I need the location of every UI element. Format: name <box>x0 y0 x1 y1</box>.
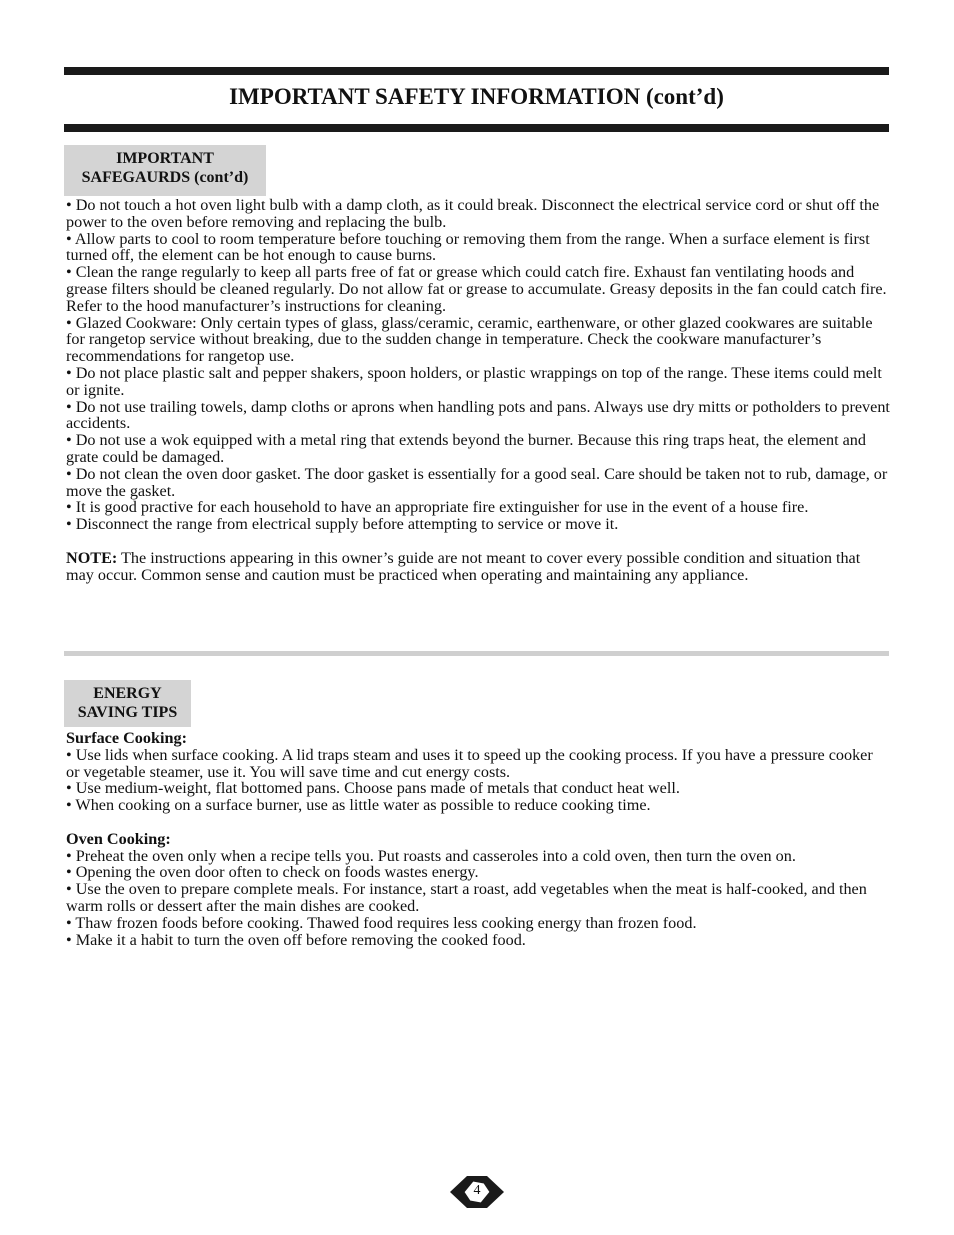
section-label-line: SAFEGAURDS (cont’d) <box>81 169 249 186</box>
spacer <box>66 814 890 831</box>
list-item: • Do not use a wok equipped with a metal ring that extends beyond the burner. Because this ring traps heat, the element and grate could be damaged. <box>66 431 866 466</box>
list-item: • Make it a habit to turn the oven off before removing the cooked food. <box>66 930 526 949</box>
list-item: • Use the oven to prepare complete meals. For instance, start a roast, add vegetables when the meat is half-cooked, and then warm rolls or dessert after the main dishes are cooked. <box>66 880 867 915</box>
list-item: • Do not touch a hot oven light bulb with a damp cloth, as it could break. Disconnect the electrical service cord or shut off the power to the oven before removing and replacing the bulb. <box>66 196 880 231</box>
list-item: • It is good practive for each household to have an appropriate fire extinguisher for use in the event of a house fire. <box>66 498 809 517</box>
list-item: • Glazed Cookware: Only certain types of glass, glass/ceramic, ceramic, earthenware, or other glazed cookwares are suitable for rangetop service without breaking, due to the sudden change in temperature. Check the cookware manufacturer’s recommendations for rangetop use. <box>66 313 873 366</box>
section-label-line: SAVING TIPS <box>77 704 178 721</box>
safeguards-list <box>66 197 890 583</box>
list-item: • Thaw frozen foods before cooking. Thawed food requires less cooking energy than frozen food. <box>66 913 697 932</box>
surface-cooking-heading: Surface Cooking: <box>66 729 187 747</box>
list-item: • Allow parts to cool to room temperature before touching or removing them from the range. When a surface element is first turned off, the element can be hot enough to cause burns. <box>66 229 870 265</box>
section-label-energy <box>64 680 191 727</box>
list-item: • Do not use trailing towels, damp cloths or aprons when handling pots and pans. Always use dry mitts or potholders to prevent accidents. <box>66 397 890 433</box>
list-item: • Use lids when surface cooking. A lid traps steam and uses it to speed up the cooking process. If you have a pressure cooker or vegetable steamer, use it. You will save time and cut energy costs. <box>66 745 873 781</box>
header-rule-bottom <box>64 124 889 132</box>
header-rule-top <box>64 67 889 75</box>
page-number: 4 <box>473 1183 481 1198</box>
list-item: • Use medium-weight, flat bottomed pans. Choose pans made of metals that conduct heat well. <box>66 779 680 798</box>
oven-cooking-heading: Oven Cooking: <box>66 829 171 848</box>
list-item: • Do not clean the oven door gasket. The door gasket is essentially for a good seal. Care should be taken not to rub, damage, or move the gasket. <box>66 464 888 500</box>
list-item: • Opening the oven door often to check on foods wastes energy. <box>66 863 479 882</box>
note-text: The instructions appearing in this owner’s guide are not meant to cover every possible condition and situation that may occur. Common sense and caution must be practiced when operating and maintaining any appliance. <box>66 548 861 584</box>
page-title: IMPORTANT SAFETY INFORMATION (cont’d) <box>229 84 724 109</box>
page-number-badge <box>446 1173 508 1211</box>
section-label-safeguards <box>64 145 266 196</box>
note-paragraph <box>66 550 890 584</box>
list-item: • Clean the range regularly to keep all parts free of fat or grease which could catch fire. Exhaust fan ventilating hoods and grease filters should be cleaned regularly. Do not allow fat or grease to accumulate. Greasy deposits in the fan could catch fire. Refer to the hood manufacturer’s instructions for cleaning. <box>66 263 887 315</box>
list-item: • Do not place plastic salt and pepper shakers, spoon holders, or plastic wrappings on top of the range. These items could melt or ignite. <box>66 363 882 399</box>
note-label: NOTE: <box>66 548 118 567</box>
section-label-line: ENERGY <box>93 685 162 702</box>
list-item: • When cooking on a surface burner, use as little water as possible to reduce cooking time. <box>66 796 651 815</box>
section-divider <box>64 651 889 656</box>
section-label-line: IMPORTANT <box>116 150 214 167</box>
energy-tips <box>66 730 890 948</box>
list-item: • Disconnect the range from electrical supply before attempting to service or move it. <box>66 515 619 534</box>
list-item: • Preheat the oven only when a recipe tells you. Put roasts and casseroles into a cold oven, then turn the oven on. <box>66 846 796 865</box>
